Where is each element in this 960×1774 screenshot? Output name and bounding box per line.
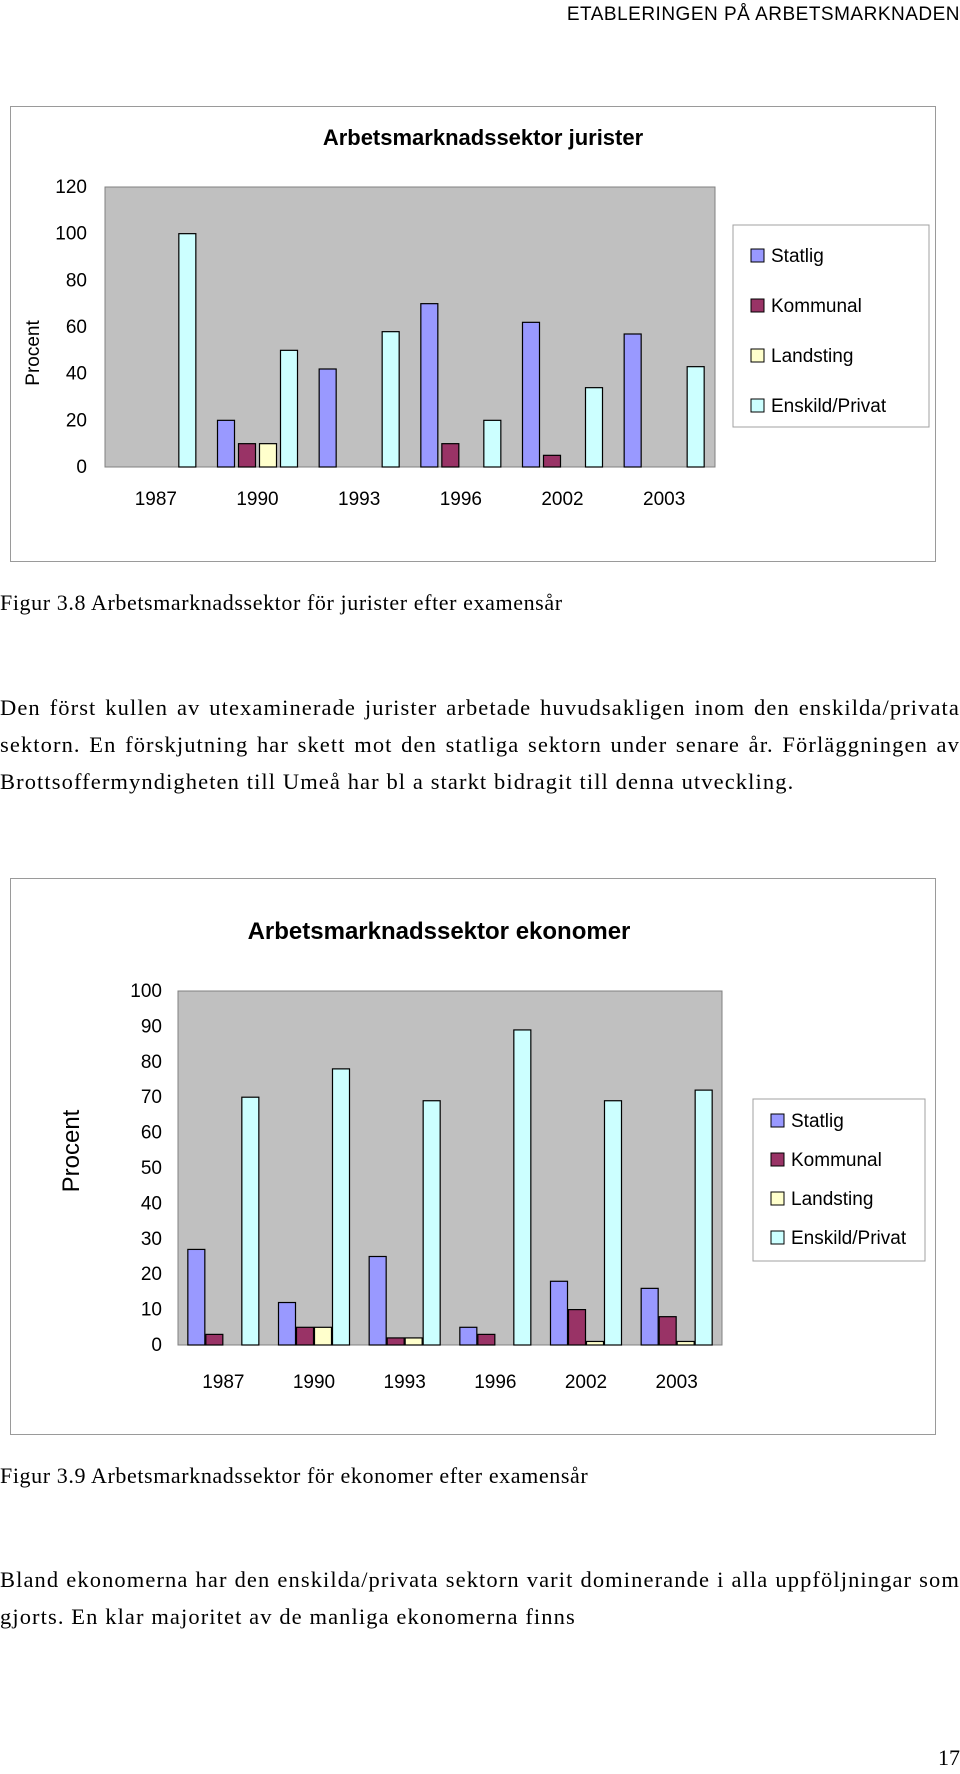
bar-enskild-privat-1996 — [484, 420, 501, 467]
bar-enskild-privat-1987 — [242, 1097, 259, 1345]
legend-label: Landsting — [791, 1189, 874, 1210]
y-axis-label: Procent — [23, 320, 44, 386]
bar-enskild-privat-1996 — [514, 1030, 531, 1345]
y-tick-label: 50 — [140, 1158, 162, 1179]
paragraph-ekonomer: Bland ekonomerna har den enskilda/privata sektorn varit dominerande i alla uppföljningar som gjorts. En klar majoritet av de manliga ekonomerna finns — [0, 1567, 960, 1629]
bar-statlig-1996 — [460, 1327, 477, 1345]
legend-swatch-statlig — [751, 249, 764, 262]
y-tick-label: 40 — [65, 363, 87, 385]
legend-swatch-landsting — [751, 349, 764, 362]
legend-label: Landsting — [771, 346, 854, 367]
chart-title: Arbetsmarknadssektor jurister — [322, 125, 644, 150]
bar-enskild-privat-2003 — [695, 1090, 712, 1345]
y-axis-label: Procent — [58, 1109, 85, 1193]
y-tick-label: 80 — [65, 270, 87, 292]
x-tick-label: 1987 — [202, 1372, 245, 1393]
y-tick-label: 10 — [140, 1299, 162, 1321]
legend-swatch-landsting — [771, 1192, 784, 1205]
legend-swatch-kommunal — [771, 1153, 784, 1166]
x-tick-label: 1987 — [134, 489, 177, 510]
y-tick-label: 20 — [65, 410, 87, 432]
x-tick-label: 2003 — [643, 489, 686, 510]
legend-label: Enskild/Privat — [791, 1228, 907, 1249]
bar-landsting-2003 — [677, 1341, 694, 1345]
legend-swatch-enskild-privat — [751, 399, 764, 412]
bar-enskild-privat-2002 — [605, 1101, 622, 1345]
figure-caption-3-9: Figur 3.9 Arbetsmarknadssektor för ekonomer efter examensår — [0, 1463, 589, 1488]
bar-enskild-privat-1993 — [423, 1101, 440, 1345]
bar-enskild-privat-2003 — [687, 367, 704, 467]
chart-ekonomer-svg — [11, 879, 935, 1434]
y-tick-label: 120 — [55, 177, 87, 198]
x-tick-label: 2002 — [541, 489, 584, 510]
y-tick-label: 60 — [65, 317, 87, 338]
bar-statlig-1990 — [279, 1303, 296, 1345]
bar-statlig-1987 — [188, 1249, 205, 1345]
y-tick-label: 30 — [140, 1228, 162, 1250]
bar-statlig-1993 — [319, 369, 336, 467]
legend-swatch-enskild-privat — [771, 1231, 784, 1244]
bar-landsting-1990 — [315, 1327, 332, 1345]
x-tick-label: 2002 — [564, 1372, 608, 1393]
bar-landsting-1993 — [405, 1338, 422, 1345]
y-tick-label: 0 — [76, 457, 87, 478]
bar-statlig-1993 — [369, 1257, 386, 1346]
y-tick-label: 60 — [140, 1122, 162, 1144]
plot-area — [105, 187, 715, 467]
bar-kommunal-2003 — [659, 1317, 676, 1345]
x-tick-label: 1990 — [292, 1372, 336, 1393]
bar-landsting-2002 — [587, 1341, 604, 1345]
y-tick-label: 100 — [55, 223, 87, 245]
bar-kommunal-1987 — [206, 1334, 223, 1345]
legend-label: Enskild/Privat — [771, 396, 887, 417]
figure-caption-3-8: Figur 3.8 Arbetsmarknadssektor för jurister efter examensår — [0, 590, 563, 615]
legend-label: Kommunal — [791, 1150, 882, 1171]
y-tick-label: 70 — [140, 1087, 162, 1109]
x-tick-label: 1996 — [439, 489, 482, 510]
bar-enskild-privat-1990 — [333, 1069, 350, 1345]
bar-statlig-2002 — [523, 322, 540, 467]
bar-enskild-privat-1990 — [281, 350, 298, 467]
bar-landsting-1990 — [260, 444, 277, 467]
chart-jurister-svg — [11, 107, 935, 561]
x-tick-label: 1996 — [474, 1372, 517, 1393]
bar-statlig-2002 — [551, 1281, 568, 1345]
paragraph-jurister: Den först kullen av utexaminerade jurister arbetade huvudsakligen inom den enskilda/privata sektorn. En förskjutning har skett mot den statliga sektorn under senare år. Förläggningen av Brottsoffermyndigheten till Umeå har bl a starkt bidragit till denna utveckling. — [0, 695, 960, 794]
bar-enskild-privat-1993 — [382, 332, 399, 467]
running-header: ETABLERINGEN PÅ ARBETSMARKNADEN — [566, 4, 960, 25]
page-number: 17 — [938, 1745, 960, 1770]
bar-enskild-privat-2002 — [586, 388, 603, 467]
bar-kommunal-1990 — [239, 444, 256, 467]
bar-kommunal-1996 — [478, 1334, 495, 1345]
bar-enskild-privat-1987 — [179, 234, 196, 467]
y-tick-label: 0 — [151, 1335, 162, 1356]
bar-statlig-1996 — [421, 304, 438, 467]
legend-label: Statlig — [791, 1111, 844, 1132]
bar-statlig-1990 — [218, 420, 235, 467]
bar-kommunal-1993 — [387, 1338, 404, 1345]
x-tick-label: 1993 — [338, 489, 381, 510]
legend-swatch-kommunal — [751, 299, 764, 312]
chart-ekonomer — [10, 878, 936, 1435]
bar-statlig-2003 — [624, 334, 641, 467]
y-tick-label: 80 — [140, 1051, 162, 1073]
y-tick-label: 90 — [140, 1016, 162, 1038]
legend-label: Statlig — [771, 246, 824, 267]
bar-kommunal-2002 — [544, 455, 561, 467]
x-tick-label: 1993 — [383, 1372, 426, 1393]
chart-jurister — [10, 106, 936, 562]
bar-statlig-2003 — [641, 1288, 658, 1345]
bar-kommunal-1990 — [297, 1327, 314, 1345]
bar-kommunal-1996 — [442, 444, 459, 467]
x-tick-label: 2003 — [655, 1372, 698, 1393]
chart-title: Arbetsmarknadssektor ekonomer — [247, 918, 631, 945]
plot-area — [178, 991, 722, 1345]
y-tick-label: 40 — [140, 1193, 162, 1215]
legend-swatch-statlig — [771, 1114, 784, 1127]
x-tick-label: 1990 — [236, 489, 279, 510]
y-tick-label: 20 — [140, 1264, 162, 1286]
y-tick-label: 100 — [130, 981, 162, 1002]
legend-label: Kommunal — [771, 296, 862, 317]
bar-kommunal-2002 — [569, 1310, 586, 1345]
